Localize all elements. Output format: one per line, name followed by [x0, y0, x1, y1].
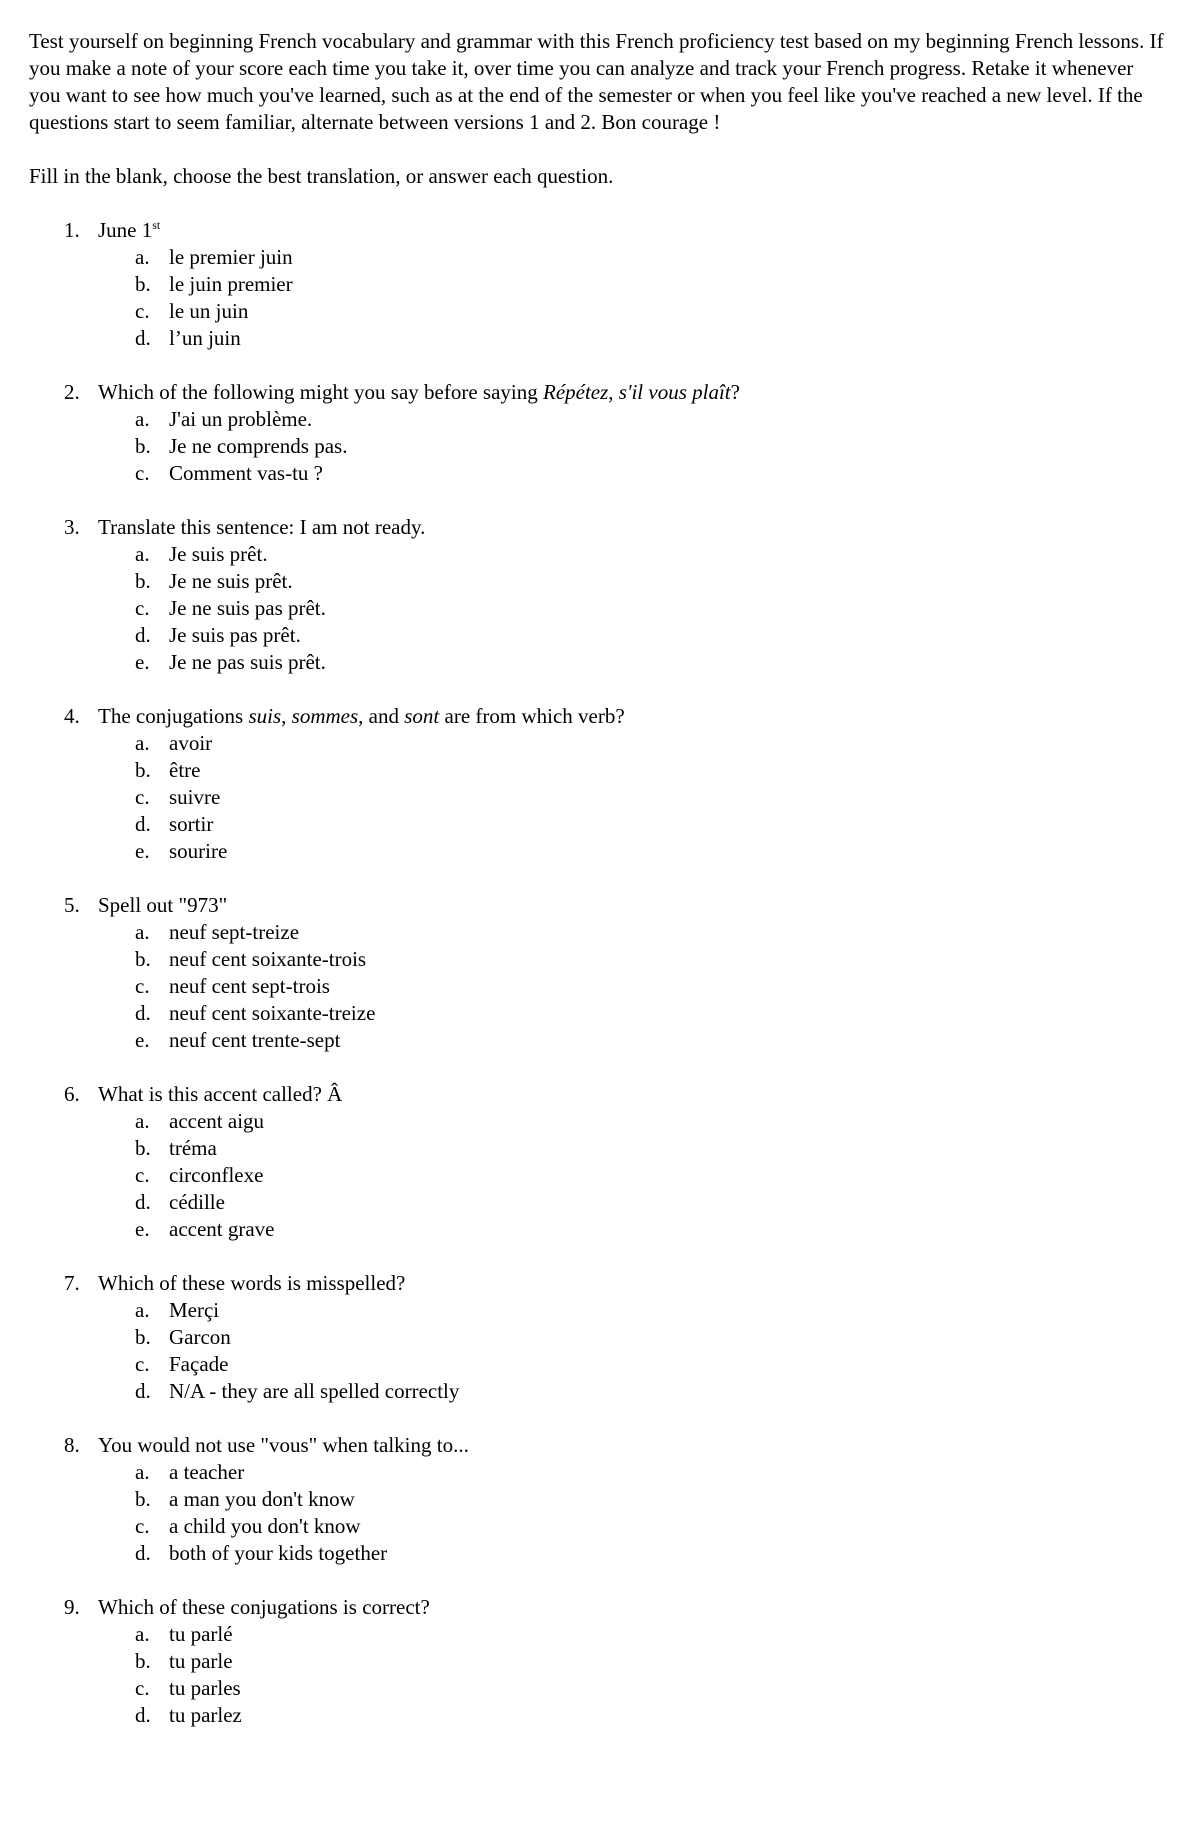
option-e: [29, 649, 1170, 676]
question-text-part: Which of these words is misspelled?: [98, 1271, 406, 1295]
option-text: neuf cent soixante-trois: [169, 947, 367, 971]
option-letter: c.: [135, 785, 150, 809]
option-b: [29, 1486, 1170, 1513]
question-italic-word: sommes: [291, 704, 359, 728]
option-text: a child you don't know: [169, 1514, 361, 1538]
option-text: neuf cent sept-trois: [169, 974, 330, 998]
question-2: [29, 379, 1170, 487]
question-number: 7.: [64, 1271, 80, 1295]
option-text: accent grave: [169, 1217, 275, 1241]
option-text: sortir: [169, 812, 214, 836]
option-text: le juin premier: [169, 272, 293, 296]
option-b: [29, 1648, 1170, 1675]
question-text-part: The conjugations: [98, 704, 249, 728]
question-1: [29, 217, 1170, 352]
option-e: [29, 1216, 1170, 1243]
option-c: [29, 1162, 1170, 1189]
option-b: [29, 946, 1170, 973]
option-text: Je ne comprends pas.: [169, 434, 348, 458]
question-text-part: are from which verb?: [439, 704, 625, 728]
option-c: [29, 298, 1170, 325]
question-text: [29, 217, 1170, 244]
option-letter: c.: [135, 1163, 150, 1187]
option-letter: c.: [135, 1352, 150, 1376]
question-6: [29, 1081, 1170, 1243]
question-text-part: June 1: [98, 218, 153, 242]
option-text: sourire: [169, 839, 228, 863]
option-letter: a.: [135, 245, 150, 269]
option-letter: b.: [135, 272, 151, 296]
question-number: 5.: [64, 893, 80, 917]
option-letter: b.: [135, 1487, 151, 1511]
question-9: [29, 1594, 1170, 1729]
option-text: neuf cent trente-sept: [169, 1028, 341, 1052]
question-italic-phrase: Répétez, s'il vous plaît: [543, 380, 731, 404]
option-text: tu parlez: [169, 1703, 242, 1727]
question-number: 2.: [64, 380, 80, 404]
option-letter: d.: [135, 1541, 151, 1565]
ordinal-superscript: st: [152, 218, 161, 232]
option-text: avoir: [169, 731, 213, 755]
question-number: 1.: [64, 218, 80, 242]
question-text: [29, 1081, 1170, 1108]
question-text-part: What is this accent called? Â: [98, 1082, 343, 1106]
option-letter: d.: [135, 326, 151, 350]
question-text-part: You would not use "vous" when talking to...: [98, 1433, 469, 1457]
option-text: suivre: [169, 785, 221, 809]
question-text-part: ?: [730, 380, 740, 404]
question-5: [29, 892, 1170, 1054]
question-8: [29, 1432, 1170, 1567]
option-text: Je ne pas suis prêt.: [169, 650, 326, 674]
option-text: J'ai un problème.: [169, 407, 313, 431]
option-b: [29, 271, 1170, 298]
option-letter: c.: [135, 1676, 150, 1700]
option-list: [29, 1297, 1170, 1405]
question-number: 4.: [64, 704, 80, 728]
question-text-part: Which of the following might you say before saying: [98, 380, 543, 404]
option-c: [29, 460, 1170, 487]
question-text: [29, 1432, 1170, 1459]
question-text: [29, 892, 1170, 919]
option-letter: b.: [135, 1649, 151, 1673]
option-text: a man you don't know: [169, 1487, 355, 1511]
option-d: [29, 1540, 1170, 1567]
question-text: [29, 514, 1170, 541]
option-text: neuf sept-treize: [169, 920, 300, 944]
question-number: 3.: [64, 515, 80, 539]
question-italic-word: suis: [248, 704, 282, 728]
option-text: circonflexe: [169, 1163, 264, 1187]
option-a: [29, 406, 1170, 433]
option-letter: d.: [135, 1703, 151, 1727]
option-a: [29, 730, 1170, 757]
option-text: Garcon: [169, 1325, 231, 1349]
option-a: [29, 541, 1170, 568]
option-letter: a.: [135, 1298, 150, 1322]
option-d: [29, 1702, 1170, 1729]
option-b: [29, 1135, 1170, 1162]
option-letter: b.: [135, 1136, 151, 1160]
option-c: [29, 1513, 1170, 1540]
option-letter: a.: [135, 407, 150, 431]
option-a: [29, 1297, 1170, 1324]
option-text: le un juin: [169, 299, 249, 323]
option-letter: b.: [135, 1325, 151, 1349]
option-letter: b.: [135, 947, 151, 971]
option-text: l’un juin: [169, 326, 241, 350]
option-letter: d.: [135, 1379, 151, 1403]
option-a: [29, 1108, 1170, 1135]
option-a: [29, 919, 1170, 946]
question-text-part: ,: [281, 704, 292, 728]
option-d: [29, 1189, 1170, 1216]
option-text: tréma: [169, 1136, 217, 1160]
question-number: 6.: [64, 1082, 80, 1106]
option-letter: c.: [135, 974, 150, 998]
question-4: [29, 703, 1170, 865]
option-letter: e.: [135, 650, 150, 674]
option-letter: e.: [135, 1028, 150, 1052]
option-list: [29, 730, 1170, 865]
option-letter: c.: [135, 299, 150, 323]
option-letter: b.: [135, 758, 151, 782]
option-letter: a.: [135, 731, 150, 755]
option-text: Je ne suis prêt.: [169, 569, 293, 593]
option-text: cédille: [169, 1190, 225, 1214]
option-text: tu parle: [169, 1649, 233, 1673]
option-list: [29, 1459, 1170, 1567]
question-7: [29, 1270, 1170, 1405]
option-c: [29, 595, 1170, 622]
option-list: [29, 244, 1170, 352]
option-letter: c.: [135, 461, 150, 485]
question-number: 8.: [64, 1433, 80, 1457]
option-d: [29, 1378, 1170, 1405]
option-list: [29, 406, 1170, 487]
option-text: être: [169, 758, 201, 782]
option-e: [29, 1027, 1170, 1054]
option-letter: b.: [135, 434, 151, 458]
option-letter: d.: [135, 1190, 151, 1214]
option-text: N/A - they are all spelled correctly: [169, 1379, 460, 1403]
option-a: [29, 1621, 1170, 1648]
question-3: [29, 514, 1170, 676]
option-e: [29, 838, 1170, 865]
question-italic-word: sont: [404, 704, 440, 728]
option-text: Je ne suis pas prêt.: [169, 596, 326, 620]
question-number: 9.: [64, 1595, 80, 1619]
option-b: [29, 757, 1170, 784]
option-letter: d.: [135, 1001, 151, 1025]
option-d: [29, 622, 1170, 649]
option-text: le premier juin: [169, 245, 293, 269]
option-b: [29, 433, 1170, 460]
option-letter: b.: [135, 569, 151, 593]
option-text: Je suis pas prêt.: [169, 623, 301, 647]
option-b: [29, 1324, 1170, 1351]
question-list: [29, 217, 1170, 1729]
question-text-part: Translate this sentence: I am not ready.: [98, 515, 426, 539]
option-letter: a.: [135, 1460, 150, 1484]
option-letter: d.: [135, 812, 151, 836]
option-text: Comment vas-tu ?: [169, 461, 323, 485]
option-letter: a.: [135, 1109, 150, 1133]
question-text: [29, 1594, 1170, 1621]
option-d: [29, 811, 1170, 838]
option-text: Façade: [169, 1352, 229, 1376]
option-letter: a.: [135, 920, 150, 944]
question-text: [29, 703, 1170, 730]
option-letter: d.: [135, 623, 151, 647]
question-text-part: , and: [358, 704, 405, 728]
option-text: Je suis prêt.: [169, 542, 268, 566]
option-list: [29, 1621, 1170, 1729]
option-letter: c.: [135, 596, 150, 620]
option-text: Merçi: [169, 1298, 220, 1322]
option-c: [29, 1351, 1170, 1378]
question-text-part: Which of these conjugations is correct?: [98, 1595, 430, 1619]
instructions-paragraph: Fill in the blank, choose the best translation, or answer each question.: [29, 164, 614, 188]
option-c: [29, 784, 1170, 811]
option-list: [29, 1108, 1170, 1243]
option-text: tu parles: [169, 1676, 241, 1700]
option-letter: c.: [135, 1514, 150, 1538]
question-text: [29, 1270, 1170, 1297]
option-letter: e.: [135, 839, 150, 863]
option-text: accent aigu: [169, 1109, 265, 1133]
option-letter: a.: [135, 1622, 150, 1646]
option-letter: e.: [135, 1217, 150, 1241]
option-text: neuf cent soixante-treize: [169, 1001, 376, 1025]
option-a: [29, 244, 1170, 271]
option-d: [29, 1000, 1170, 1027]
option-c: [29, 1675, 1170, 1702]
question-text: [29, 379, 1170, 406]
option-d: [29, 325, 1170, 352]
option-letter: a.: [135, 542, 150, 566]
option-text: both of your kids together: [169, 1541, 388, 1565]
option-list: [29, 919, 1170, 1054]
option-c: [29, 973, 1170, 1000]
option-a: [29, 1459, 1170, 1486]
question-text-part: Spell out "973": [98, 893, 228, 917]
intro-paragraph: Test yourself on beginning French vocabulary and grammar with this French proficiency test based on my beginning French lessons. If you make a note of your score each time you take it, over time you can analyze and track your French progress. Retake it whenever you want to see how much you've learned, such as at the end of the semester or when you feel like you've reached a new level. If the questions start to seem familiar, alternate between versions 1 and 2. Bon courage !: [29, 29, 1164, 134]
option-list: [29, 541, 1170, 676]
option-text: a teacher: [169, 1460, 245, 1484]
option-text: tu parlé: [169, 1622, 233, 1646]
option-b: [29, 568, 1170, 595]
